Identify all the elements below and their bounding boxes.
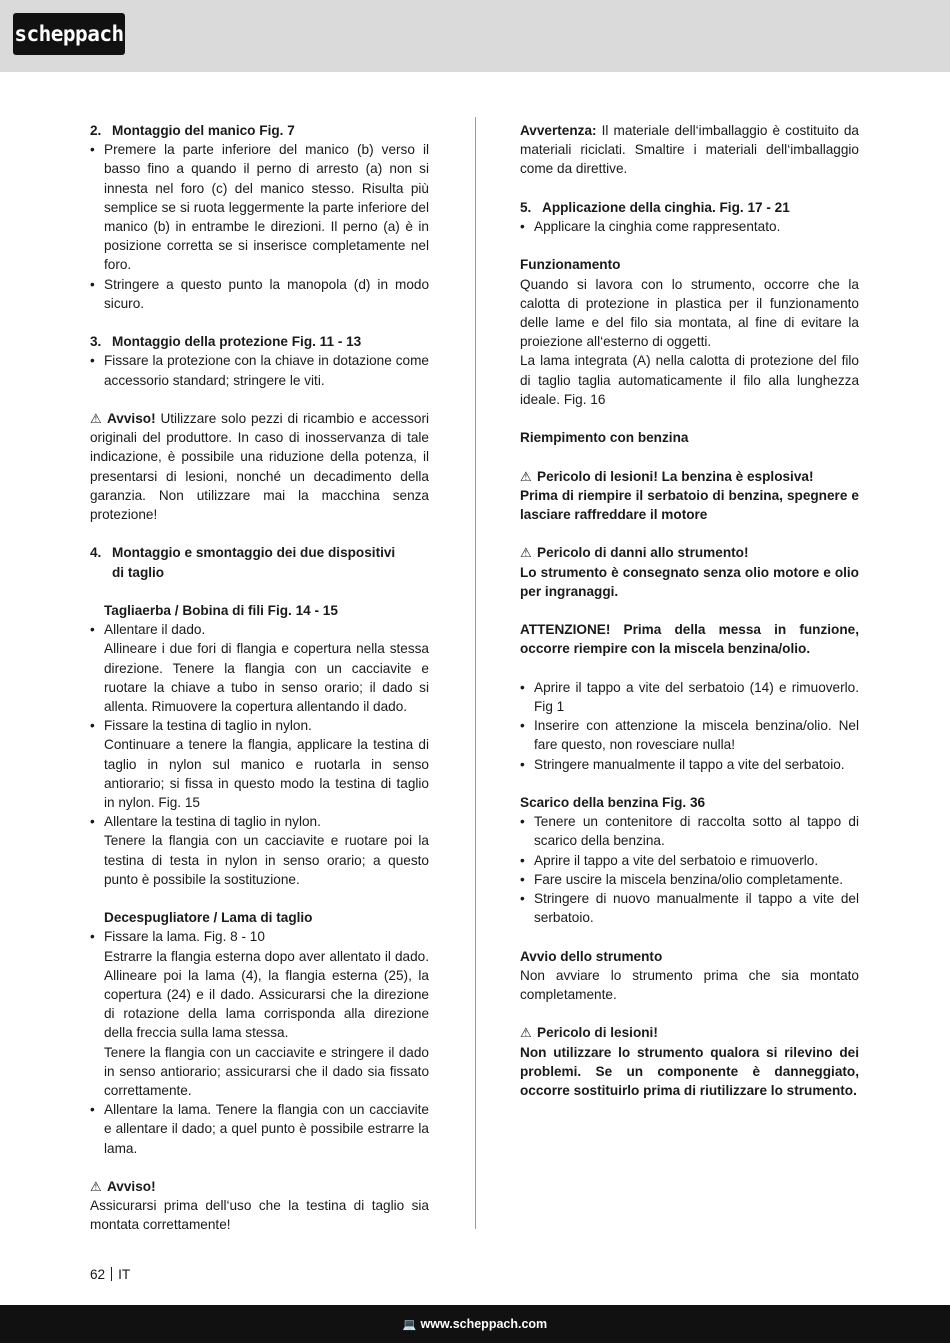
scarico-heading: Scarico della benzina Fig. 36 <box>520 794 706 810</box>
list-item: • Stringere manualmente il tappo a vite del serbatoio. <box>520 755 859 774</box>
attenzione-notice: ATTENZIONE! Prima della messa in funzione, occorre riempire con la miscela benzina/olio. <box>520 622 859 657</box>
footer-separator <box>111 1267 112 1281</box>
list-item: • Fissare la testina di taglio in nylon. <box>90 716 429 735</box>
list-item: • Premere la parte inferiore del manico (b) verso il basso fino a quando il perno di arresto (a) non si innesta nel foro (c) del manico stesso. Risulta più semplice se si ruota leggermente la parte inferiore del manico (b) in entrambe le direzioni. Il perno (a) è in posizione corretta se si inserisce completamente nel foro. <box>90 140 429 274</box>
language-code: IT <box>118 1267 131 1282</box>
tagliaerba-list <box>90 620 429 639</box>
notice-avviso: ⚠ Avviso! Utilizzare solo pezzi di ricambio e accessori originali del produttore. In caso di inosservanza di tale indicazione, è possibile una riduzione della potenza, il presentarsi di lesioni, nonché un decadimento della garanzia. Non utilizzare mai la macchina senza protezione! <box>90 411 429 523</box>
list-item-cont: Tenere la flangia con un cacciavite e stringere il dado in senso antiorario; assicurarsi che il dado sia fissato correttamente. <box>104 1044 429 1099</box>
header-band <box>0 0 950 72</box>
warning-explosive-text: Prima di riempire il serbatoio di benzina, spegnere e lasciare raffreddare il motore <box>520 487 859 522</box>
notice-avvertenza: Avvertenza: Il materiale dell‘imballaggio è costituito da materiali riciclati. Smaltire i materiali dell‘imballaggio come da direttive. <box>520 123 859 177</box>
list-item: • Aprire il tappo a vite del serbatoio (14) e rimuoverlo. Fig 1 <box>520 678 859 716</box>
warning-damage-text: Lo strumento è consegnato senza olio motore e olio per ingranaggi. <box>520 564 859 599</box>
scarico-list <box>520 812 859 927</box>
notice-avviso-heading: ⚠ Avviso! <box>90 1177 429 1196</box>
list-item: • Fissare la protezione con la chiave in dotazione come accessorio standard; stringere le viti. <box>90 351 429 389</box>
list-item: • Fare uscire la miscela benzina/olio completamente. <box>520 870 859 889</box>
scheppach-logo: scheppach <box>13 13 125 55</box>
list-item: • Allentare la lama. Tenere la flangia con un cacciavite e allentare il dado; a quel punto è possibile estrarre la lama. <box>90 1100 429 1158</box>
list-item: • Fissare la lama. Fig. 8 - 10 <box>90 927 429 946</box>
list-item: • Stringere di nuovo manualmente il tappo a vite del serbatoio. <box>520 889 859 927</box>
section-2-heading: 2. Montaggio del manico Fig. 7 <box>90 123 295 138</box>
list-item: • Aprire il tappo a vite del serbatoio e rimuoverlo. <box>520 851 859 870</box>
section-2-list <box>90 140 429 313</box>
column-divider <box>475 117 476 1229</box>
notice-avviso-text: Assicurarsi prima dell‘uso che la testina di taglio sia montata correttamente! <box>90 1198 429 1233</box>
list-item: • Allentare il dado. <box>90 620 429 639</box>
avvio-heading: Avvio dello strumento <box>520 948 663 964</box>
computer-icon: 💻 <box>402 1319 417 1331</box>
warning-injury-text: Non utilizzare lo strumento qualora si rilevino dei problemi. Se un componente è danneggiato, occorre sostituirlo prima di riutilizzare lo strumento. <box>520 1044 859 1098</box>
list-item: • Allentare la testina di taglio in nylon. <box>90 812 429 831</box>
funzionamento-paragraph: Quando si lavora con lo strumento, occorre che la calotta di protezione in plastica per il funzionamento delle lame e del filo sia montata, al fine di evitare la proiezione all‘esterno di oggetti. <box>520 276 859 350</box>
section-5-heading: 5. Applicazione della cinghia. Fig. 17 - 21 <box>520 199 790 215</box>
list-item-cont: Estrarre la flangia esterna dopo aver allentato il dado. Allineare poi la lama (4), la flangia esterna (25), la copertura (24) e il dado. Assicurarsi che la direzione di rotazione della lama corrisponda alla direzione della freccia sulla lama stessa. <box>104 948 429 1041</box>
warning-icon: ⚠ <box>520 468 532 484</box>
page-footer <box>90 1265 130 1284</box>
subheading-tagliaerba: Tagliaerba / Bobina di fili Fig. 14 - 15 <box>104 603 338 619</box>
list-item: • Tenere un contenitore di raccolta sotto al tappo di scarico della benzina. <box>520 812 859 850</box>
avvio-paragraph: Non avviare lo strumento prima che sia montato completamente. <box>520 967 859 1002</box>
section-3-heading: 3. Montaggio della protezione Fig. 11 - 13 <box>90 334 362 350</box>
list-item-cont: Allineare i due fori di flangia e copertura nella stessa direzione. Tenere la flangia con un cacciavite e ruotare la chiave a tubo in senso orario; il dado si allenta. Rimuovere la copertura allentando il dado. <box>104 641 429 715</box>
warning-explosive: ⚠ Pericolo di lesioni! La benzina è esplosiva! <box>520 467 859 486</box>
riempimento-heading: Riempimento con benzina <box>520 430 689 446</box>
list-item: • Applicare la cinghia come rappresentato. <box>520 217 859 236</box>
section-5-list <box>520 217 859 236</box>
subheading-decespugliatore: Decespugliatore / Lama di taglio <box>104 910 313 926</box>
left-column <box>90 121 429 1235</box>
funzionamento-heading: Funzionamento <box>520 257 621 273</box>
warning-damage: ⚠ Pericolo di danni allo strumento! <box>520 543 859 562</box>
list-item: • Stringere a questo punto la manopola (d) in modo sicuro. <box>90 275 429 313</box>
warning-injury: ⚠ Pericolo di lesioni! <box>520 1023 859 1042</box>
funzionamento-paragraph: La lama integrata (A) nella calotta di protezione del filo di taglio taglia automaticamente il filo alla lunghezza ideale. Fig. 16 <box>520 353 859 407</box>
warning-icon: ⚠ <box>520 545 532 561</box>
decespugliatore-list <box>90 927 429 946</box>
list-item-cont: Continuare a tenere la flangia, applicare la testina di taglio in nylon sul manico e ruotarla in senso antiorario; si fissa in questo modo la testina di taglio in nylon. Fig. 15 <box>104 737 429 811</box>
page-number: 62 <box>90 1267 106 1282</box>
warning-icon: ⚠ <box>90 1179 102 1195</box>
warning-icon: ⚠ <box>520 1025 532 1041</box>
list-item: • Inserire con attenzione la miscela benzina/olio. Nel fare questo, non rovesciare nulla! <box>520 716 859 754</box>
section-4-heading: 4. Montaggio e smontaggio dei due dispositivi <box>90 545 396 561</box>
list-item-cont: Tenere la flangia con un cacciavite e ruotare poi la testina di testa in nylon in senso orario; a questo punto è possibile la sostituzione. <box>104 833 429 887</box>
section-3-list <box>90 351 429 389</box>
riempimento-list <box>520 678 859 774</box>
warning-icon: ⚠ <box>90 411 102 427</box>
right-column <box>520 121 859 1100</box>
footer-band <box>0 1305 950 1343</box>
website-link[interactable]: 💻 www.scheppach.com <box>402 1317 548 1331</box>
section-4-heading-cont: di taglio <box>112 564 165 580</box>
